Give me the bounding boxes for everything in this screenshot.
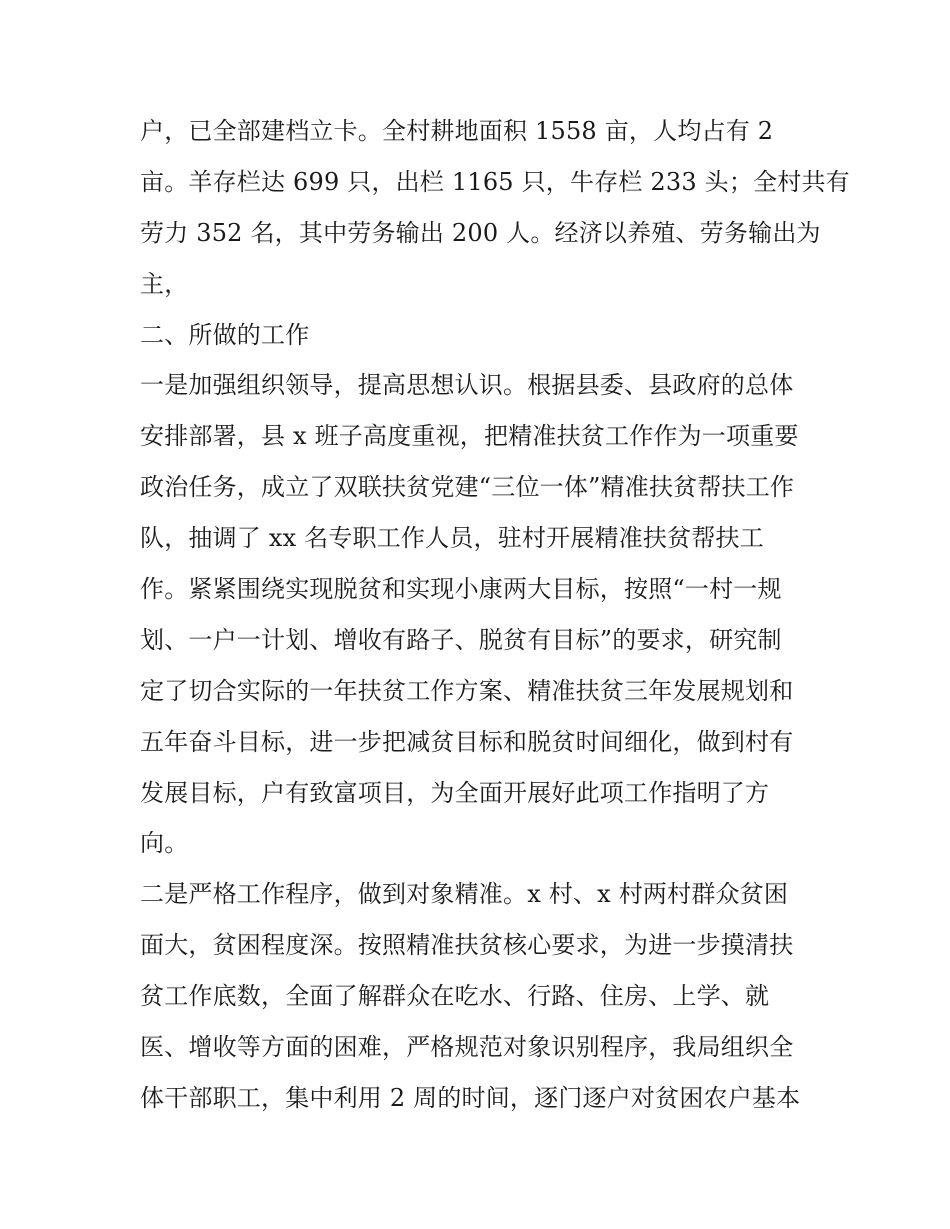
text-line: 五年奋斗目标，进一步把减贫目标和脱贫时间细化，做到村有 — [140, 727, 794, 756]
text-line: 二是严格工作程序，做到对象精准。x 村、x 村两村群众贫困 — [140, 880, 789, 909]
text-line: 亩。羊存栏达 699 只，出栏 1165 只，牛存栏 233 头；全村共有 — [140, 167, 850, 196]
text-line: 劳力 352 名，其中劳务输出 200 人。经济以养殖、劳务输出为 — [140, 218, 821, 247]
text-line: 划、一户一计划、增收有路子、脱贫有目标”的要求，研究制 — [140, 625, 782, 654]
text-line: 队，抽调了 xx 名专职工作人员，驻村开展精准扶贫帮扶工 — [140, 524, 764, 553]
text-line: 一是加强组织领导，提高思想认识。根据县委、县政府的总体 — [140, 371, 794, 400]
text-line: 向。 — [140, 829, 189, 858]
text-line: 发展目标，户有致富项目，为全面开展好此项工作指明了方 — [140, 778, 770, 807]
text-line: 医、增收等方面的困难，严格规范对象识别程序，我局组织全 — [140, 1033, 794, 1062]
text-line: 安排部署，县 x 班子高度重视，把精准扶贫工作作为一项重要 — [140, 422, 799, 451]
text-line: 主， — [140, 269, 189, 298]
body-text — [140, 106, 850, 1124]
text-line: 作。紧紧围绕实现脱贫和实现小康两大目标，按照“一村一规 — [140, 575, 782, 604]
text-line: 贫工作底数，全面了解群众在吃水、行路、住房、上学、就 — [140, 982, 770, 1011]
section-heading: 二、所做的工作 — [140, 320, 310, 349]
text-line: 体干部职工，集中利用 2 周的时间，逐门逐户对贫困农户基本 — [140, 1083, 801, 1112]
text-line: 政治任务，成立了双联扶贫党建“三位一体”精准扶贫帮扶工作 — [140, 473, 795, 502]
text-line: 户，已全部建档立卡。全村耕地面积 1558 亩，人均占有 2 — [140, 117, 774, 145]
text-line: 定了切合实际的一年扶贫工作方案、精准扶贫三年发展规划和 — [140, 676, 794, 705]
text-line: 面大，贫困程度深。按照精准扶贫核心要求，为进一步摸清扶 — [140, 931, 794, 960]
